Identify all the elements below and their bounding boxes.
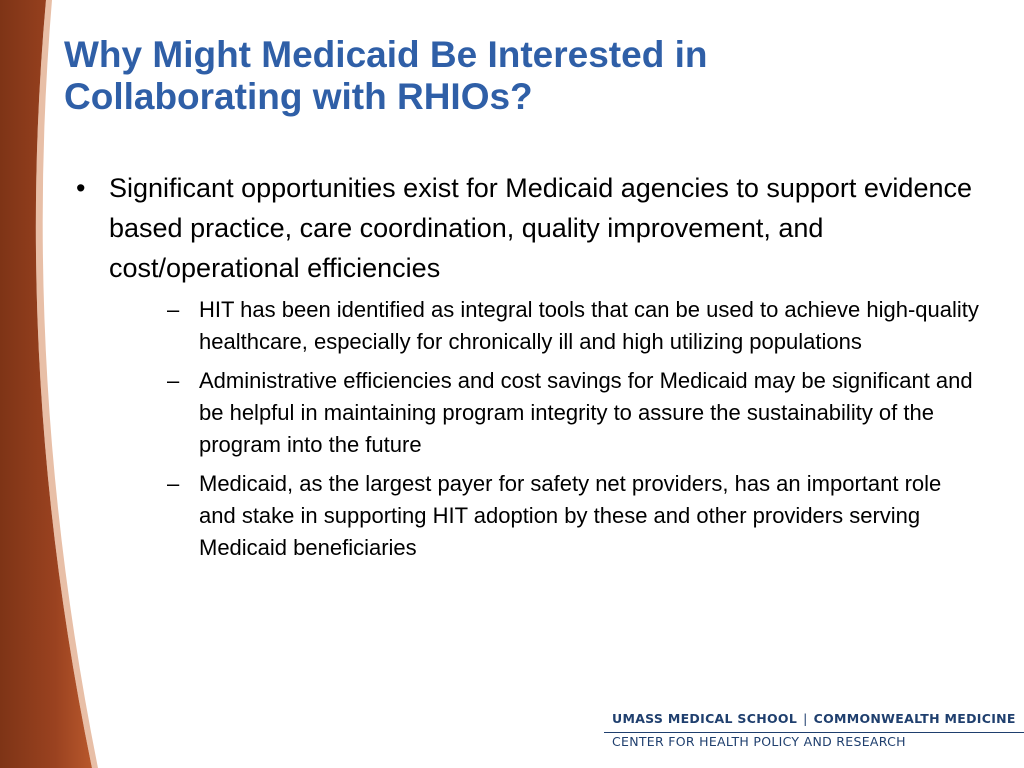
footer-org-right: COMMONWEALTH MEDICINE bbox=[813, 711, 1016, 726]
bullet-marker: • bbox=[76, 173, 86, 203]
sub-bullet-item bbox=[109, 294, 984, 358]
footer-center-name: CENTER FOR HEALTH POLICY AND RESEARCH bbox=[612, 734, 906, 749]
sub-bullet-list bbox=[109, 294, 984, 564]
footer-divider bbox=[604, 732, 1024, 733]
title-line-2: Collaborating with RHIOs? bbox=[64, 76, 533, 117]
footer-separator: | bbox=[803, 711, 808, 726]
dash-marker: – bbox=[167, 471, 180, 496]
main-bullet bbox=[64, 168, 984, 564]
dash-marker: – bbox=[167, 297, 180, 322]
sub-bullet-text: HIT has been identified as integral tools that can be used to achieve high-quality healthcare, especially for chronically ill and high utilizing populations bbox=[199, 297, 979, 354]
footer-org-left: UMASS MEDICAL SCHOOL bbox=[612, 711, 798, 726]
dash-marker: – bbox=[167, 368, 180, 393]
sub-bullet-text: Medicaid, as the largest payer for safety net providers, has an important role and stake in supporting HIT adoption by these and other providers serving Medicaid beneficiaries bbox=[199, 471, 942, 560]
sub-bullet-item bbox=[109, 468, 984, 564]
main-bullet-text: Significant opportunities exist for Medicaid agencies to support evidence based practice, care coordination, quality improvement, and cost/operational efficiencies bbox=[109, 173, 972, 283]
bullet-list bbox=[64, 168, 984, 571]
sub-bullet-text: Administrative efficiencies and cost savings for Medicaid may be significant and be helpful in maintaining program integrity to assure the sustainability of the program into the future bbox=[199, 368, 973, 457]
footer-logo bbox=[600, 707, 1024, 757]
title-line-1: Why Might Medicaid Be Interested in bbox=[64, 34, 708, 75]
sub-bullet-item bbox=[109, 365, 984, 461]
footer-org-line bbox=[612, 711, 1016, 726]
slide-title bbox=[64, 34, 964, 118]
